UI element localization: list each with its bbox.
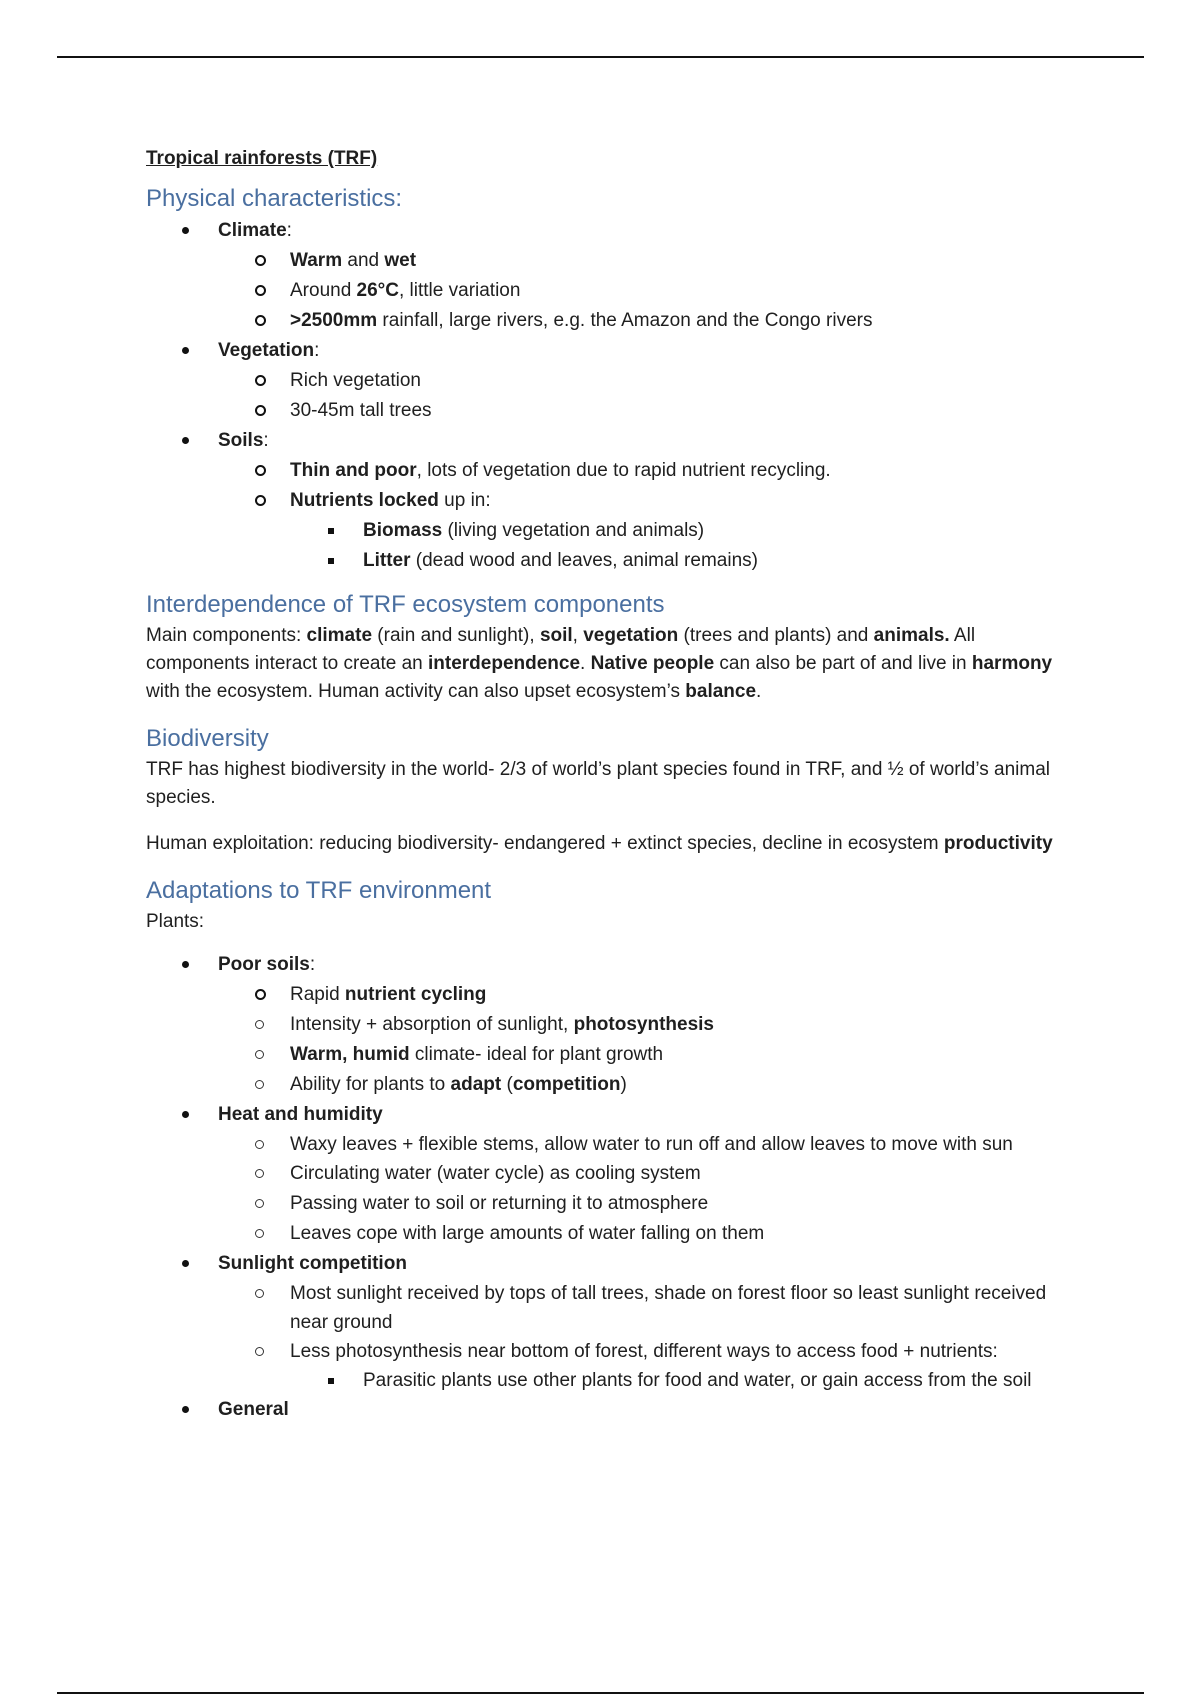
heading-adaptations: Adaptations to TRF environment (146, 877, 492, 904)
heading-interdependence: Interdependence of TRF ecosystem components (146, 591, 665, 618)
heading-physical-characteristics: Physical characteristics: (146, 185, 403, 212)
list-item: Leaves cope with large amounts of water falling on them (146, 1219, 1056, 1249)
bullet-circle-icon (255, 315, 266, 326)
page-title: Tropical rainforests (TRF) (146, 148, 378, 169)
bullet-square-icon (328, 528, 334, 534)
list-item: Intensity + absorption of sunlight, photosynthesis (146, 1010, 1056, 1040)
bullet-circle-icon (255, 405, 266, 416)
list-item: >2500mm rainfall, large rivers, e.g. the Amazon and the Congo rivers (146, 306, 1056, 336)
bullet-dot-icon (182, 227, 189, 234)
list-item: Thin and poor, lots of vegetation due to rapid nutrient recycling. (146, 456, 1056, 486)
bullet-vegetation: Vegetation: (146, 336, 1056, 366)
bullet-circle-icon (255, 375, 266, 386)
bullet-heat-humidity: Heat and humidity (146, 1100, 1056, 1130)
bullet-circle-icon (255, 1080, 264, 1089)
bullet-dot-icon (182, 1260, 189, 1267)
bullet-circle-icon (255, 495, 266, 506)
header-rule (57, 56, 1144, 58)
bullet-circle-icon (255, 1347, 264, 1356)
list-item: Litter (dead wood and leaves, animal remains) (146, 546, 1056, 576)
list-item: Less photosynthesis near bottom of forest, different ways to access food + nutrients: (146, 1337, 1056, 1367)
heading-biodiversity: Biodiversity (146, 725, 269, 752)
list-item: Around 26°C, little variation (146, 276, 1056, 306)
bullet-circle-icon (255, 285, 266, 296)
list-item: Waxy leaves + flexible stems, allow water to run off and allow leaves to move with sun (146, 1130, 1056, 1159)
bullet-circle-icon (255, 989, 266, 1000)
bullet-circle-icon (255, 1199, 264, 1208)
bullet-circle-icon (255, 465, 266, 476)
bullet-poor-soils: Poor soils: (146, 950, 1056, 980)
bullet-general: General (146, 1395, 1056, 1425)
footer-rule (57, 1692, 1144, 1694)
bullet-dot-icon (182, 961, 189, 968)
bullet-dot-icon (182, 1406, 189, 1413)
list-item: 30-45m tall trees (146, 396, 1056, 426)
bullet-circle-icon (255, 1229, 264, 1238)
list-item: Most sunlight received by tops of tall trees, shade on forest floor so least sunlight received near ground (146, 1279, 1056, 1337)
list-item: Biomass (living vegetation and animals) (146, 516, 1056, 546)
bullet-climate: Climate: (146, 216, 1056, 246)
list-item: Passing water to soil or returning it to atmosphere (146, 1189, 1056, 1219)
bullet-dot-icon (182, 347, 189, 354)
list-item: Rapid nutrient cycling (146, 980, 1056, 1010)
list-item: Parasitic plants use other plants for food and water, or gain access from the soil (146, 1367, 1056, 1395)
bullet-circle-icon (255, 255, 266, 266)
bullet-circle-icon (255, 1289, 264, 1298)
document-body (146, 146, 1056, 1425)
list-item: Ability for plants to adapt (competition) (146, 1070, 1056, 1100)
bullet-circle-icon (255, 1050, 264, 1059)
list-item: Rich vegetation (146, 366, 1056, 396)
bullet-square-icon (328, 558, 334, 564)
list-item: Warm and wet (146, 246, 1056, 276)
list-item: Nutrients locked up in: (146, 486, 1056, 516)
paragraph-biodiversity: TRF has highest biodiversity in the world- 2/3 of world’s plant species found in TRF, and ½ of world’s animal species. (146, 759, 1051, 808)
plants-label: Plants: (146, 911, 205, 932)
list-item: Circulating water (water cycle) as cooling system (146, 1159, 1056, 1189)
bullet-square-icon (328, 1378, 334, 1384)
bullet-dot-icon (182, 437, 189, 444)
bullet-soils: Soils: (146, 426, 1056, 456)
bullet-sunlight-competition: Sunlight competition (146, 1249, 1056, 1279)
bullet-dot-icon (182, 1111, 189, 1118)
paragraph-human-exploitation: Human exploitation: reducing biodiversity- endangered + extinct species, decline in ecosystem productivity (146, 833, 1053, 854)
list-item: Warm, humid climate- ideal for plant growth (146, 1040, 1056, 1070)
bullet-circle-icon (255, 1140, 264, 1149)
bullet-circle-icon (255, 1020, 264, 1029)
paragraph-interdependence: Main components: climate (rain and sunlight), soil, vegetation (trees and plants) and animals. All components interact to create an interdependence. Native people can also be part of and live in harmony with the ecosystem. Human activity can also upset ecosystem’s balance. (146, 625, 1053, 702)
bullet-circle-icon (255, 1169, 264, 1178)
